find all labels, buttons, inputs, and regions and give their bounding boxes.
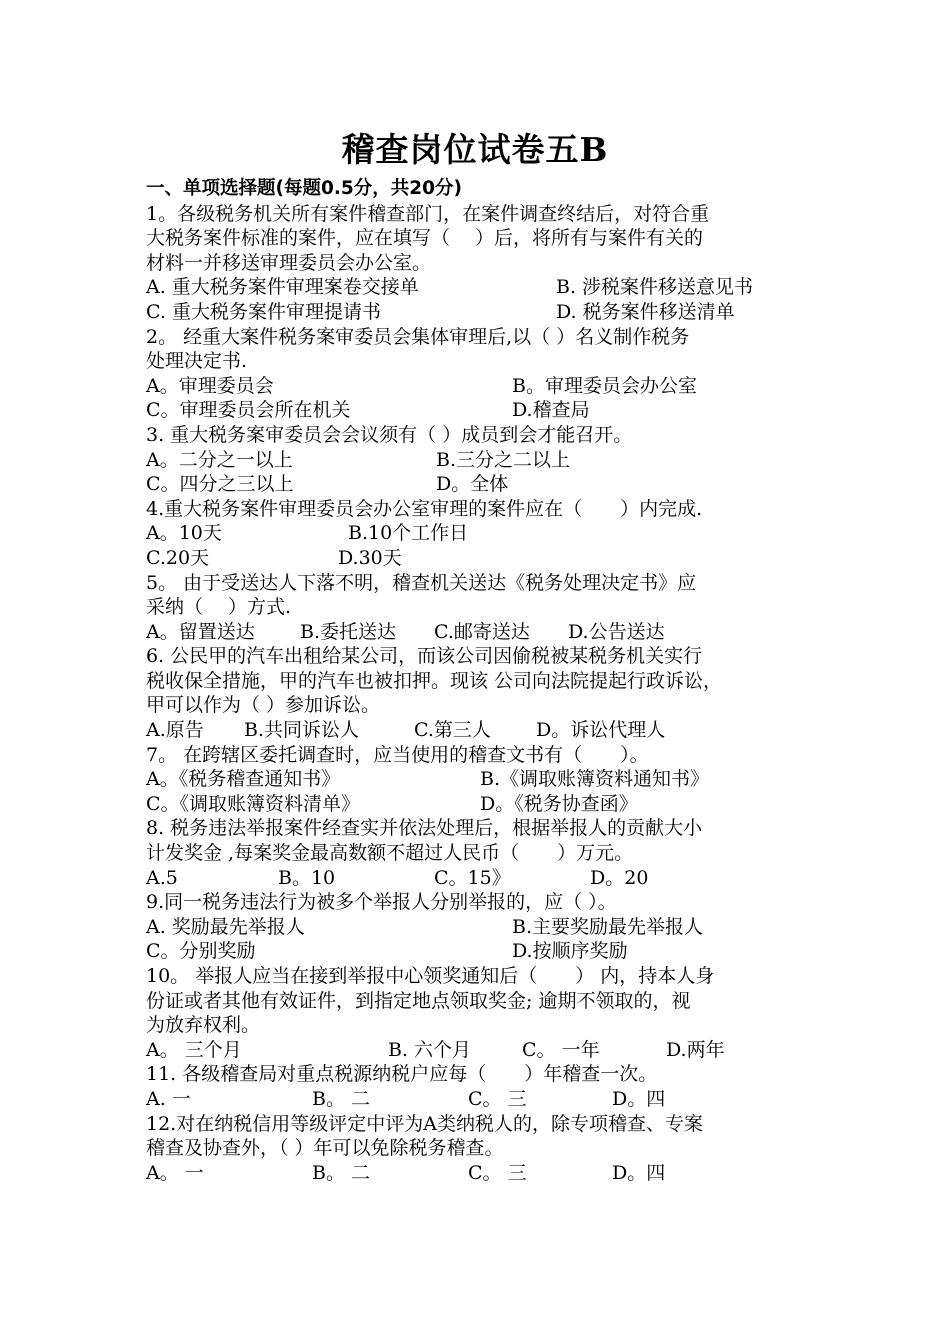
- answer-option: C.第三人: [414, 719, 491, 742]
- answer-option: A。二分之一以上: [146, 448, 293, 471]
- question-text-line: 11. 各级稽查局对重点税源纳税户应每（ ）年稽查一次。: [146, 1063, 658, 1086]
- question-text-line: 7。 在跨辖区委托调查时，应当使用的稽查文书有（ ）。: [146, 743, 649, 766]
- question-text-line: 8. 税务违法举报案件经查实并依法处理后，根据举报人的贡献大小: [146, 817, 703, 840]
- answer-option: D。四: [612, 1087, 666, 1110]
- answer-option: B.《调取账簿资料通知书》: [480, 768, 710, 791]
- answer-option: B。审理委员会办公室: [512, 374, 697, 397]
- answer-option: D。全体: [436, 473, 509, 496]
- answer-options-line: [146, 448, 826, 473]
- answer-option: D.稽查局: [512, 399, 590, 422]
- answer-options-line: [146, 620, 826, 645]
- answer-option: D.两年: [666, 1038, 725, 1061]
- answer-options-line: [146, 275, 826, 300]
- answer-options-line: [146, 374, 826, 399]
- section-heading: 一、单项选择题(每题0.5分，共20分): [146, 178, 462, 199]
- question-text-line: 12.对在纳税信用等级评定中评为A类纳税人的，除专项稽查、专案: [146, 1112, 703, 1135]
- answer-options-line: [146, 939, 826, 964]
- answer-options-line: [146, 767, 826, 792]
- answer-option: B.主要奖励最先举报人: [512, 915, 704, 938]
- question-text-line: 甲可以作为（ ）参加诉讼。: [146, 694, 381, 717]
- answer-option: D。诉讼代理人: [536, 719, 666, 742]
- answer-option: A。审理委员会: [146, 374, 274, 397]
- answer-options-line: [146, 1038, 826, 1063]
- question-text-line: 6. 公民甲的汽车出租给某公司，而该公司因偷税被某税务机关实行: [146, 645, 703, 668]
- answer-option: A。 一: [146, 1161, 204, 1184]
- answer-option: C。 三: [468, 1087, 527, 1110]
- question-text-line: 4.重大税务案件审理委员会办公室审理的案件应在（ ）内完成.: [146, 497, 703, 520]
- answer-option: C。 三: [468, 1161, 527, 1184]
- question-text-line: 1。各级税务机关所有案件稽查部门，在案件调查终结后，对符合重: [146, 202, 710, 225]
- answer-option: C。《调取账簿资料清单》: [146, 792, 361, 815]
- answer-option: B.三分之二以上: [436, 448, 571, 471]
- answer-option: D.按顺序奖励: [512, 940, 628, 963]
- answer-option: D.30天: [338, 546, 402, 569]
- question-text-line: 2。 经重大案件税务案审委员会集体审理后,以（ ）名义制作税务: [146, 325, 690, 348]
- answer-option: B.10个工作日: [348, 522, 469, 545]
- answer-option: B。10: [278, 866, 336, 889]
- answer-option: A。《税务稽查通知书》: [146, 768, 341, 791]
- question-text-line: 税收保全措施，甲的汽车也被扣押。现该 公司向法院提起行政诉讼，: [146, 669, 723, 692]
- answer-option: D.公告送达: [568, 620, 665, 643]
- question-text-line: 稽查及协查外，（ ）年可以免除税务稽查。: [146, 1137, 504, 1160]
- answer-option: A. 重大税务案件审理案卷交接单: [146, 276, 419, 299]
- answer-options-line: [146, 792, 826, 817]
- answer-options-line: [146, 866, 826, 891]
- answer-options-line: [146, 546, 826, 571]
- answer-options-line: [146, 1087, 826, 1112]
- exam-content: [146, 177, 826, 1185]
- question-text-line: 处理决定书.: [146, 350, 248, 373]
- answer-option: A.原告: [146, 719, 204, 742]
- answer-option: D。20: [590, 866, 649, 889]
- answer-option: D. 税务案件移送清单: [556, 300, 735, 323]
- question-text-line: 份证或者其他有效证件，到指定地点领取奖金; 逾期不领取的，视: [146, 989, 691, 1012]
- answer-options-line: [146, 398, 826, 423]
- answer-option: C。审理委员会所在机关: [146, 399, 351, 422]
- answer-option: A. 一: [146, 1087, 191, 1110]
- answer-option: B.共同诉讼人: [244, 719, 360, 742]
- answer-option: B. 六个月: [388, 1038, 472, 1061]
- answer-options-line: [146, 718, 826, 743]
- answer-option: C。 一年: [522, 1038, 600, 1061]
- answer-options-line: [146, 1161, 826, 1186]
- answer-option: C。分别奖励: [146, 940, 256, 963]
- answer-option: D。四: [612, 1161, 666, 1184]
- question-text-line: 计发奖金 ,每案奖金最高数额不超过人民币（ ）万元。: [146, 842, 634, 865]
- answer-option: D。《税务协查函》: [480, 792, 638, 815]
- answer-option: B。 二: [312, 1087, 371, 1110]
- answer-option: C. 重大税务案件审理提请书: [146, 300, 381, 323]
- answer-option: B. 涉税案件移送意见书: [556, 276, 754, 299]
- question-text-line: 5。 由于受送达人下落不明，稽查机关送达《税务处理决定书》应: [146, 571, 697, 594]
- question-text-line: 3. 重大税务案审委员会会议须有（ ）成员到会才能召开。: [146, 423, 633, 446]
- answer-option: C。15》: [434, 866, 511, 889]
- question-text-line: 10。 举报人应当在接到举报中心领奖通知后（ ） 内，持本人身: [146, 965, 715, 987]
- answer-option: C。四分之三以上: [146, 473, 294, 496]
- answer-options-line: [146, 472, 826, 497]
- question-text-line: 材料一并移送审理委员会办公室。: [146, 251, 432, 274]
- answer-option: B。 二: [312, 1161, 371, 1184]
- question-text-line: 采纳（ ）方式.: [146, 596, 292, 619]
- answer-option: C.20天: [146, 546, 210, 569]
- answer-options-line: [146, 521, 826, 546]
- question-text-line: 9.同一税务违法行为被多个举报人分别举报的，应（ ）。: [146, 891, 617, 914]
- answer-option: A。10天: [146, 522, 222, 545]
- answer-option: A.5: [146, 866, 178, 889]
- answer-options-line: [146, 300, 826, 325]
- answer-option: A。 三个月: [146, 1038, 242, 1061]
- question-text-line: 为放弃权利。: [146, 1014, 261, 1037]
- answer-option: A. 奖励最先举报人: [146, 915, 305, 938]
- answer-option: B.委托送达: [300, 620, 397, 643]
- page-title: 稽查岗位试卷五B: [341, 130, 609, 169]
- answer-options-line: [146, 915, 826, 940]
- question-text-line: 大税务案件标准的案件，应在填写（ ）后，将所有与案件有关的: [146, 227, 704, 250]
- answer-option: C.邮寄送达: [434, 620, 530, 643]
- answer-option: A。留置送达: [146, 620, 255, 643]
